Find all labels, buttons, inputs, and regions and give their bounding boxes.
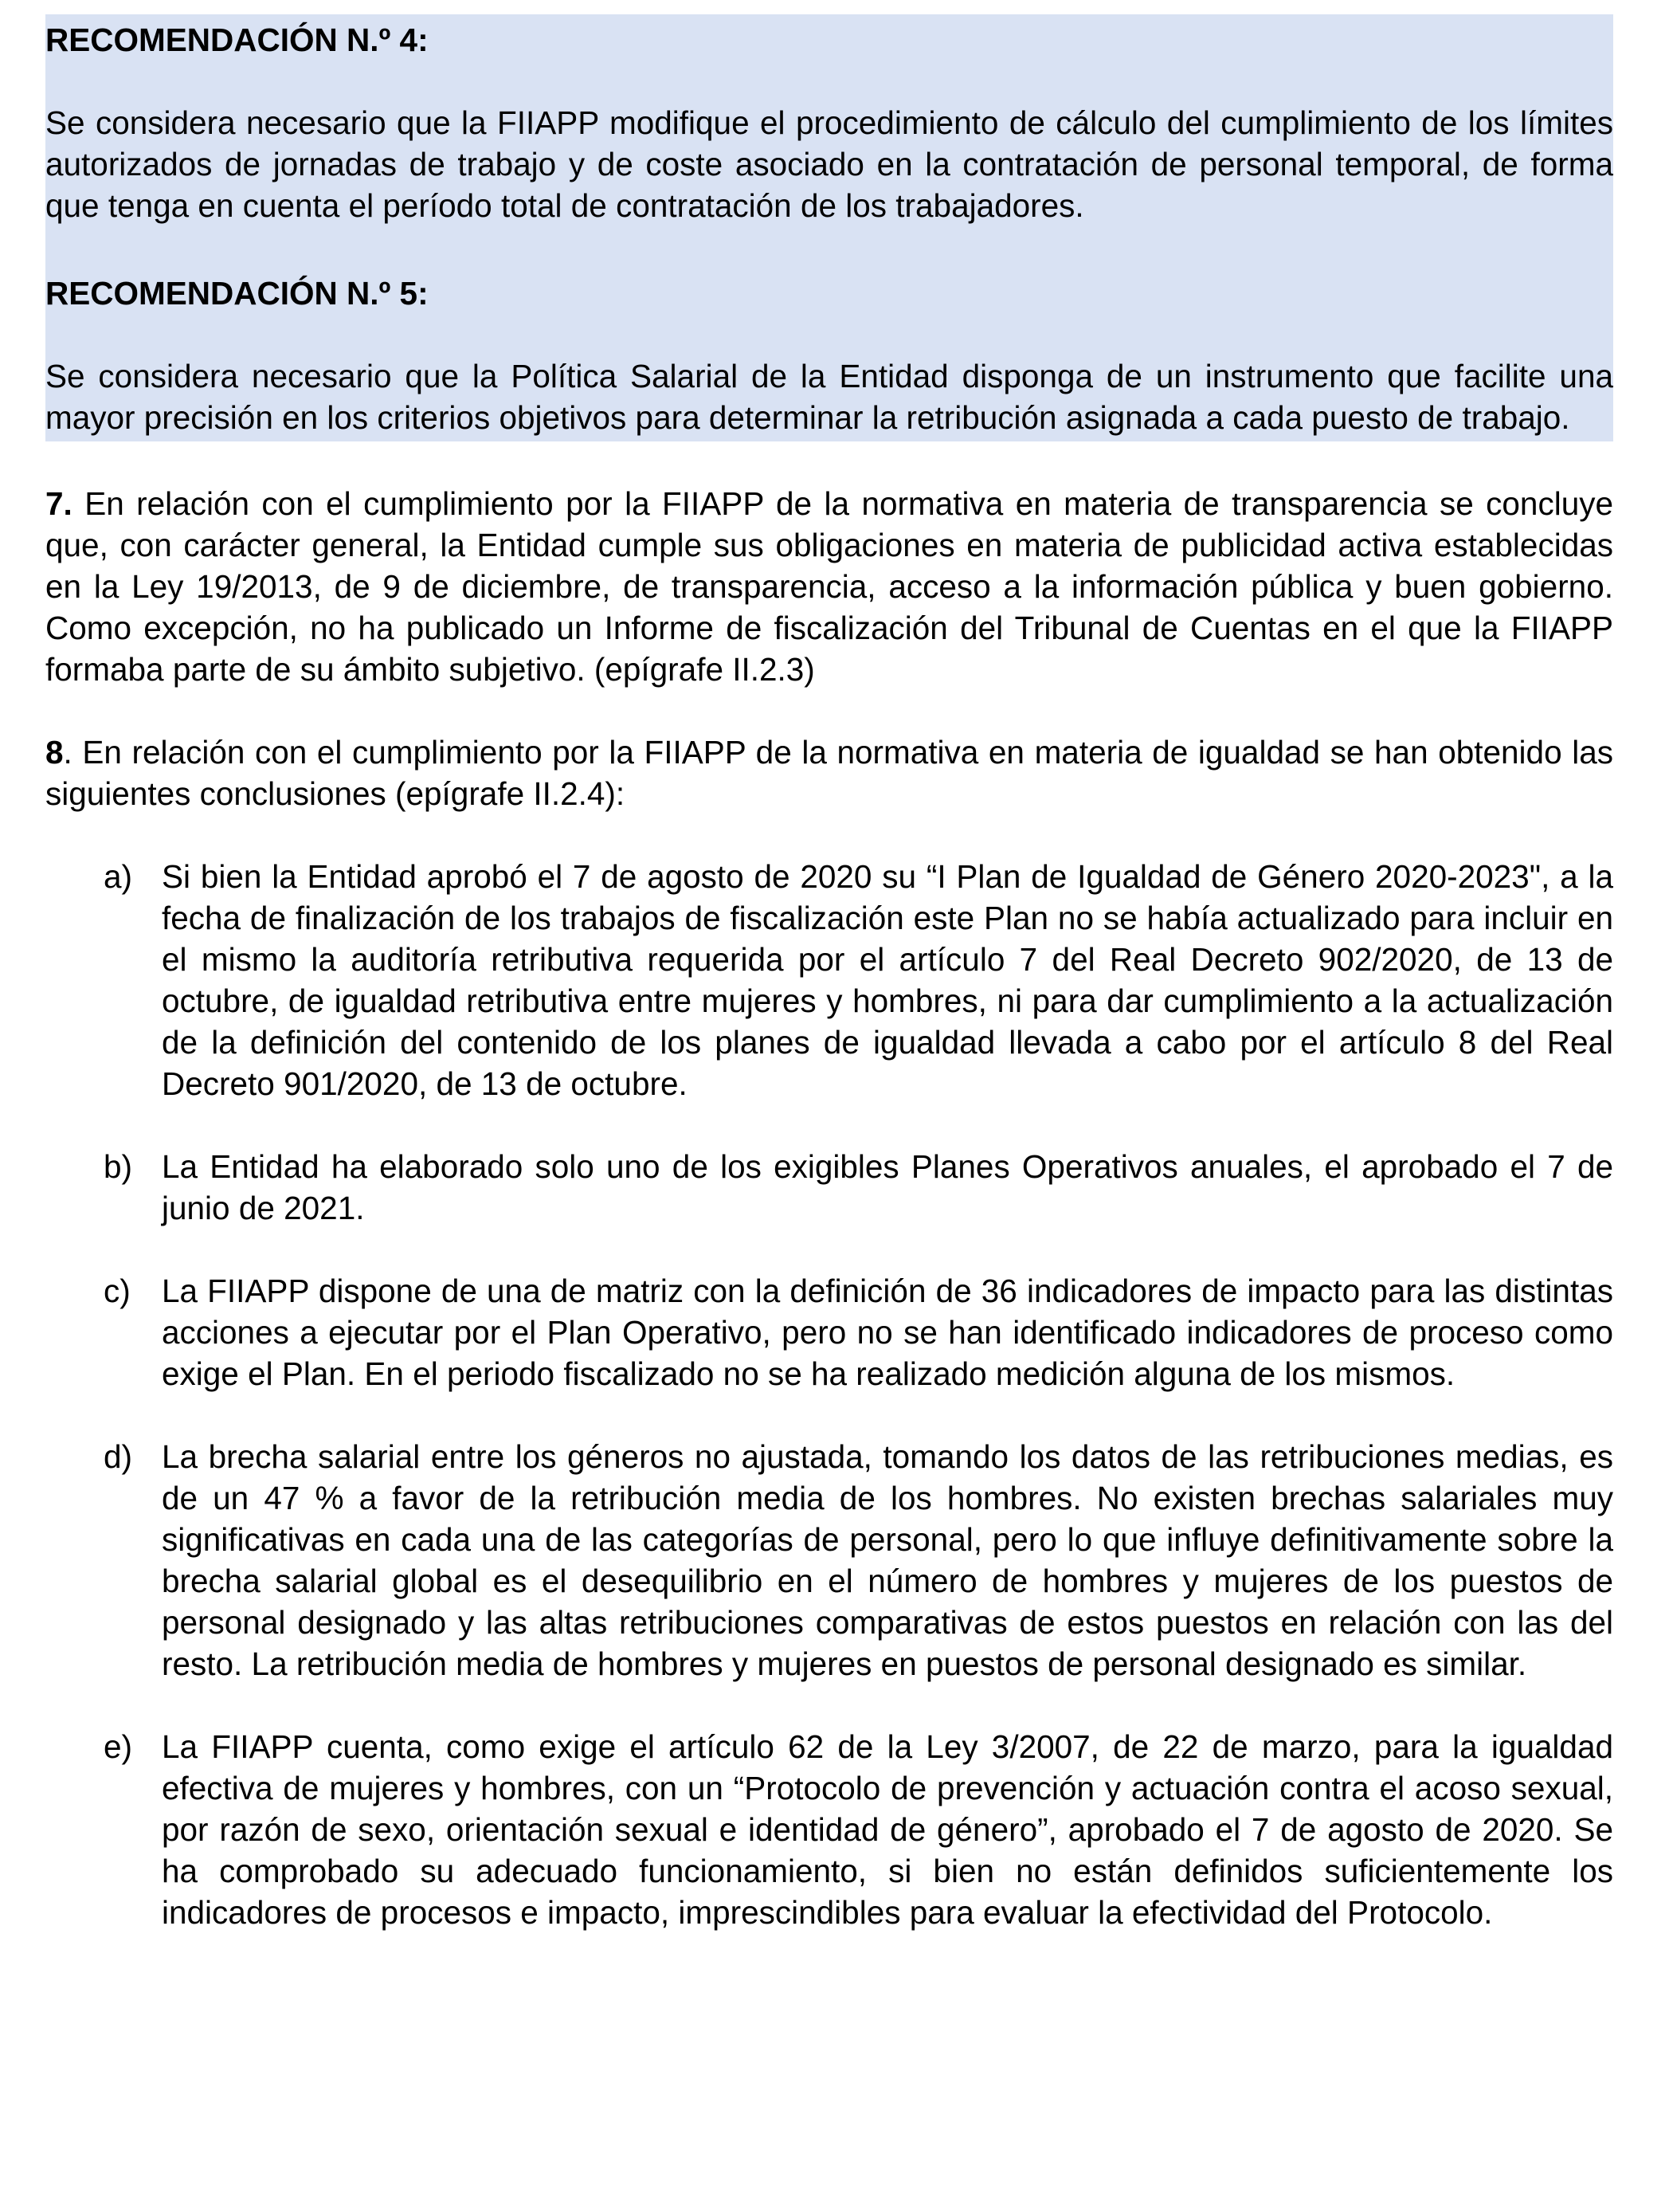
list-marker-c: c) xyxy=(104,1273,131,1309)
recommendation-4-text: Se considera necesario que la FIIAPP modifique el procedimiento de cálculo del cumplimiento de los límites autorizados de jornadas de trabajo y de coste asociado en la contratación de personal temporal, de forma que tenga en cuenta el período total de contratación de los trabajadores. xyxy=(45,104,1613,224)
list-item-e xyxy=(45,1726,1613,1933)
recommendation-5-text: Se considera necesario que la Política Salarial de la Entidad disponga de un instrumento que facilite una mayor precisión en los criterios objetivos para determinar la retribución asignada a cada puesto de trabajo. xyxy=(45,358,1613,436)
list-marker-e: e) xyxy=(104,1728,133,1765)
recommendations-box xyxy=(45,14,1613,441)
list-marker-b: b) xyxy=(104,1148,133,1185)
list-item-a xyxy=(45,856,1613,1104)
list-marker-d: d) xyxy=(104,1438,133,1475)
paragraph-8-number: 8 xyxy=(45,734,64,771)
paragraph-7 xyxy=(45,483,1613,690)
recommendation-5-title: RECOMENDACIÓN N.º 5: xyxy=(45,275,429,312)
list-item-d xyxy=(45,1436,1613,1684)
list-marker-a: a) xyxy=(104,858,133,895)
paragraph-8 xyxy=(45,731,1613,814)
paragraph-8-text: . En relación con el cumplimiento por la FIIAPP de la normativa en materia de igualdad se han obtenido las siguientes conclusiones (epígrafe II.2.4): xyxy=(45,734,1613,812)
document-page xyxy=(45,14,1613,1933)
recommendation-4-title: RECOMENDACIÓN N.º 4: xyxy=(45,22,429,58)
paragraph-7-text: En relación con el cumplimiento por la FIIAPP de la normativa en materia de transparencia se concluye que, con carácter general, la Entidad cumple sus obligaciones en materia de publicidad activa establecidas en la Ley 19/2013, de 9 de diciembre, de transparencia, acceso a la información pública y buen gobierno. Como excepción, no ha publicado un Informe de fiscalización del Tribunal de Cuentas en el que la FIIAPP formaba parte de su ámbito subjetivo. (epígrafe II.2.3) xyxy=(45,485,1613,688)
list-text-c: La FIIAPP dispone de una de matriz con la definición de 36 indicadores de impacto para las distintas acciones a ejecutar por el Plan Operativo, pero no se han identificado indicadores de proceso como exige el Plan. En el periodo fiscalizado no se ha realizado medición alguna de los mismos. xyxy=(162,1273,1613,1392)
list-text-a: Si bien la Entidad aprobó el 7 de agosto de 2020 su “I Plan de Igualdad de Género 2020-2023", a la fecha de finalización de los trabajos de fiscalización este Plan no se había actualizado para incluir en el mismo la auditoría retributiva requerida por el artículo 7 del Real Decreto 902/2020, de 13 de octubre, de igualdad retributiva entre mujeres y hombres, ni para dar cumplimiento a la actualización de la definición del contenido de los planes de igualdad llevada a cabo por el artículo 8 del Real Decreto 901/2020, de 13 de octubre. xyxy=(162,858,1613,1102)
list-text-e: La FIIAPP cuenta, como exige el artículo 62 de la Ley 3/2007, de 22 de marzo, para la igualdad efectiva de mujeres y hombres, con un “Protocolo de prevención y actuación contra el acoso sexual, por razón de sexo, orientación sexual e identidad de género”, aprobado el 7 de agosto de 2020. Se ha comprobado su adecuado funcionamiento, si bien no están definidos suficientemente los indicadores de procesos e impacto, imprescindibles para evaluar la efectividad del Protocolo. xyxy=(162,1728,1613,1931)
list-text-b: La Entidad ha elaborado solo uno de los exigibles Planes Operativos anuales, el aprobado el 7 de junio de 2021. xyxy=(162,1148,1613,1226)
list-item-c xyxy=(45,1270,1613,1394)
list-text-d: La brecha salarial entre los géneros no ajustada, tomando los datos de las retribuciones medias, es de un 47 % a favor de la retribución media de los hombres. No existen brechas salariales muy significativas en cada una de las categorías de personal, pero lo que influye definitivamente sobre la brecha salarial global es el desequilibrio en el número de hombres y mujeres de los puestos de personal designado y las altas retribuciones comparativas de estos puestos en relación con las del resto. La retribución media de hombres y mujeres en puestos de personal designado es similar. xyxy=(162,1438,1613,1682)
conclusions-list xyxy=(45,856,1613,1933)
paragraph-7-number: 7. xyxy=(45,485,72,522)
list-item-b xyxy=(45,1146,1613,1229)
